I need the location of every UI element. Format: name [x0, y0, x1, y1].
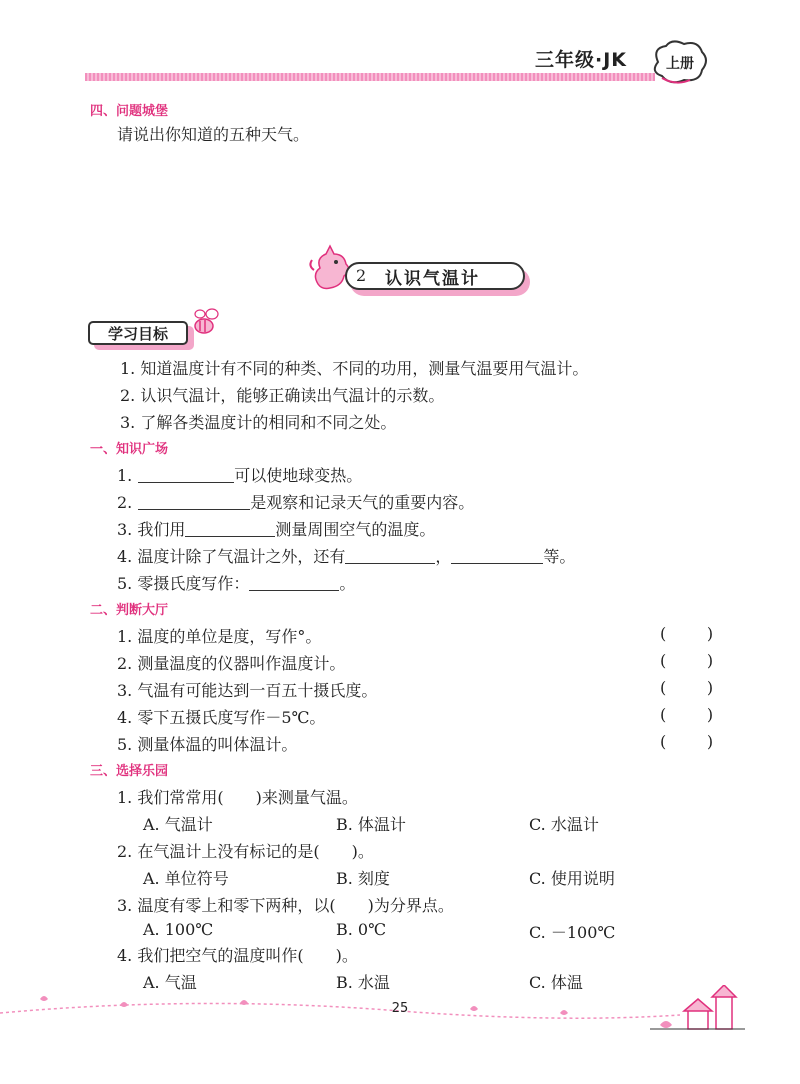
- choice-option-2a[interactable]: A. 单位符号: [143, 869, 229, 888]
- goal-item-1: 1. 知道温度计有不同的种类、不同的功用，测量气温要用气温计。: [120, 359, 589, 378]
- fill-question-4-mid: ，: [435, 547, 452, 566]
- judge-answer-4[interactable]: ( ): [660, 705, 714, 724]
- fill-blank-4a[interactable]: [345, 546, 435, 564]
- choice-option-4c[interactable]: C. 体温: [529, 973, 583, 992]
- fill-question-3-before: 3. 我们用: [117, 520, 186, 539]
- part3-title: 三、选择乐园: [90, 764, 169, 779]
- part2-title: 二、判断大厅: [90, 603, 169, 618]
- fill-question-5: [117, 571, 355, 594]
- judge-answer-5[interactable]: ( ): [660, 732, 714, 751]
- fill-question-5-before: 5. 零摄氏度写作：: [117, 574, 250, 593]
- choice-question-3: 3. 温度有零上和零下两种，以( )为分界点。: [117, 896, 454, 915]
- grade-label: 三年级·JK: [535, 49, 628, 71]
- goal-item-2: 2. 认识气温计，能够正确读出气温计的示数。: [120, 386, 445, 405]
- fill-blank-4b[interactable]: [451, 546, 543, 564]
- part1-title: 一、知识广场: [90, 442, 169, 457]
- fill-question-2-text: 是观察和记录天气的重要内容。: [250, 493, 475, 512]
- choice-option-1a[interactable]: A. 气温计: [143, 815, 213, 834]
- judge-answer-3[interactable]: ( ): [660, 678, 714, 697]
- fill-question-2-num: 2.: [117, 493, 133, 512]
- choice-option-3a[interactable]: A. 100℃: [143, 920, 214, 939]
- goal-item-3: 3. 了解各类温度计的相同和不同之处。: [120, 413, 397, 432]
- fill-blank-1[interactable]: [138, 465, 234, 483]
- fill-question-3-after: 测量周围空气的温度。: [275, 520, 436, 539]
- choice-question-4: 4. 我们把空气的温度叫作( )。: [117, 946, 358, 965]
- judge-item-5: 5. 测量体温的叫体温计。: [117, 735, 298, 754]
- fill-question-4-after: 等。: [543, 547, 576, 566]
- house-flower-icon: [650, 985, 745, 1029]
- fill-question-4: [117, 544, 575, 567]
- choice-question-2: 2. 在气温计上没有标记的是( )。: [117, 842, 374, 861]
- lesson-title: 认识气温计: [385, 269, 480, 289]
- judge-answer-1[interactable]: ( ): [660, 624, 714, 643]
- fill-blank-3[interactable]: [185, 519, 275, 537]
- fill-question-2: [117, 490, 474, 513]
- section4-title: 四、问题城堡: [90, 104, 169, 119]
- choice-option-1c[interactable]: C. 水温计: [529, 815, 599, 834]
- fill-blank-2[interactable]: [138, 492, 250, 510]
- choice-option-4b[interactable]: B. 水温: [336, 973, 390, 992]
- fill-question-1-text: 可以使地球变热。: [234, 466, 363, 485]
- choice-option-2c[interactable]: C. 使用说明: [529, 869, 615, 888]
- judge-item-2: 2. 测量温度的仪器叫作温度计。: [117, 654, 346, 673]
- fill-blank-5[interactable]: [249, 573, 339, 591]
- bee-icon: [190, 306, 222, 338]
- judge-answer-2[interactable]: ( ): [660, 651, 714, 670]
- header-band: [85, 73, 655, 81]
- choice-option-3b[interactable]: B. 0℃: [336, 920, 387, 939]
- fill-question-5-after: 。: [339, 574, 356, 593]
- section4-question: 请说出你知道的五种天气。: [117, 125, 310, 144]
- judge-item-4: 4. 零下五摄氏度写作－5℃。: [117, 708, 326, 727]
- fill-question-4-before: 4. 温度计除了气温计之外，还有: [117, 547, 346, 566]
- goals-label: 学习目标: [107, 325, 168, 343]
- lesson-number: 2: [356, 266, 367, 285]
- page-number: 25: [391, 1001, 409, 1016]
- judge-item-1: 1. 温度的单位是度，写作°。: [117, 627, 322, 646]
- choice-option-2b[interactable]: B. 刻度: [336, 869, 390, 888]
- choice-option-1b[interactable]: B. 体温计: [336, 815, 406, 834]
- choice-option-4a[interactable]: A. 气温: [143, 973, 197, 992]
- volume-label: 上册: [666, 56, 694, 72]
- judge-item-3: 3. 气温有可能达到一百五十摄氏度。: [117, 681, 378, 700]
- fill-question-3: [117, 517, 435, 540]
- choice-question-1: 1. 我们常常用( )来测量气温。: [117, 788, 358, 807]
- fill-question-1: [117, 463, 362, 486]
- choice-option-3c[interactable]: C. －100℃: [529, 923, 616, 942]
- fill-question-1-num: 1.: [117, 466, 133, 485]
